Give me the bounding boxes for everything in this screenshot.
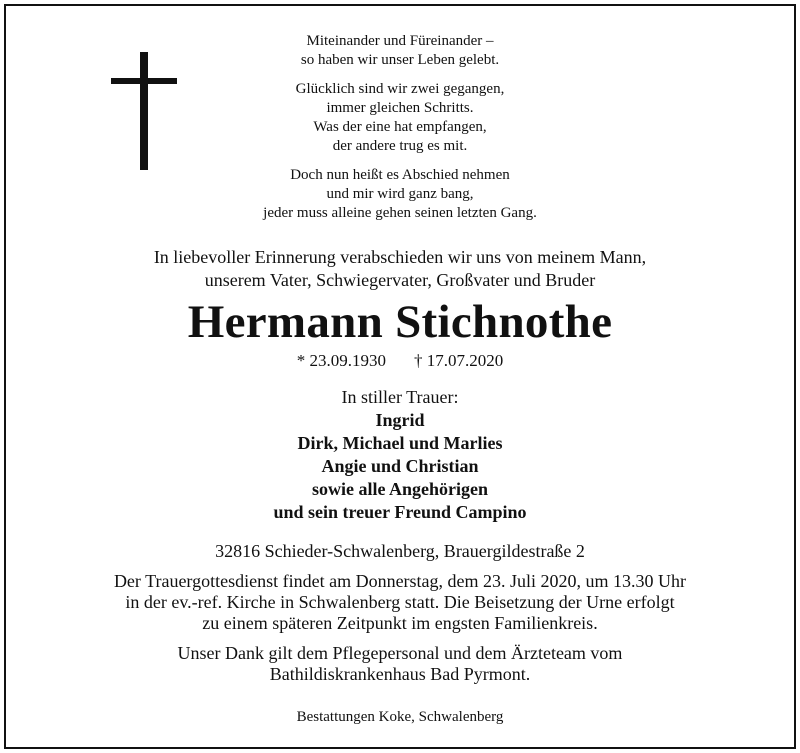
poem-stanza: Doch nun heißt es Abschied nehmen und mir wird ganz bang, jeder muss alleine gehen seinen letzten Gang.: [263, 167, 537, 221]
poem-stanza: Glücklich sind wir zwei gegangen, immer gleichen Schritts. Was der eine hat empfangen, der andere trug es mit.: [295, 81, 505, 154]
undertaker: Bestattungen Koke, Schwalenberg: [296, 709, 504, 725]
mourner-name: Ingrid: [375, 410, 425, 430]
birth-date: * 23.09.1930: [296, 351, 386, 370]
mourner-name: Dirk, Michael und Marlies: [297, 433, 503, 453]
poem-stanza: Miteinander und Füreinander – so haben wir unser Leben gelebt.: [300, 33, 500, 68]
deceased-name: Hermann Stichnothe: [187, 296, 613, 348]
mourners-list: [0, 409, 800, 524]
thanks-text: Unser Dank gilt dem Pflegepersonal und dem Ärzteteam vom Bathildiskrankenhaus Bad Pyrmont.: [177, 643, 623, 684]
mourners-heading: In stiller Trauer:: [341, 387, 459, 407]
life-dates: [0, 350, 800, 372]
cross-icon: [111, 52, 177, 170]
mourner-name: Angie und Christian: [321, 456, 479, 476]
address: 32816 Schieder-Schwalenberg, Brauergildestraße 2: [215, 541, 585, 561]
death-date: † 17.07.2020: [414, 351, 504, 370]
intro-text: In liebevoller Erinnerung verabschieden wir uns von meinem Mann, unserem Vater, Schwiegervater, Großvater und Bruder: [153, 247, 647, 290]
poem: [200, 32, 600, 233]
mourner-name: und sein treuer Freund Campino: [273, 502, 527, 522]
mourner-name: sowie alle Angehörigen: [312, 479, 488, 499]
service-info: Der Trauergottesdienst findet am Donnerstag, dem 23. Juli 2020, um 13.30 Uhr in der ev.-ref. Kirche in Schwalenberg statt. Die Beisetzung der Urne erfolgt zu einem späteren Zeitpunkt im engsten Familienkreis.: [113, 571, 687, 633]
